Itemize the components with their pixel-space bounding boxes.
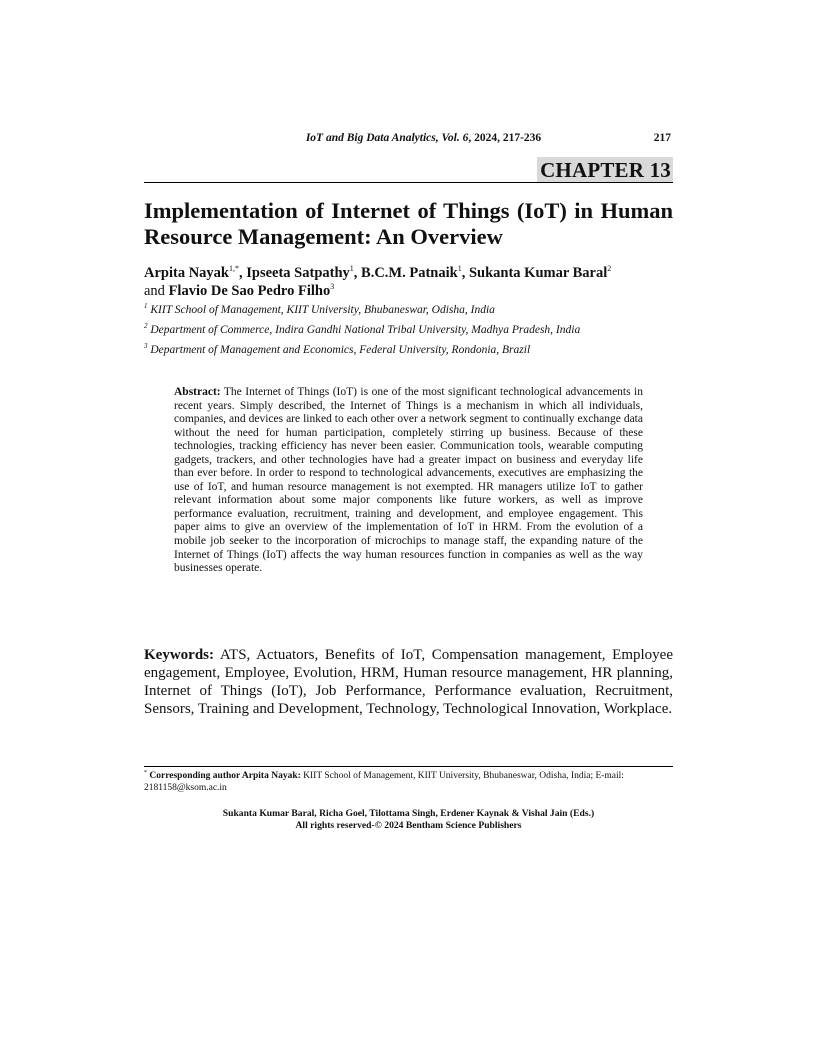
footnote-mark: *: [144, 769, 147, 776]
author-name: B.C.M. Patnaik: [361, 265, 458, 281]
author-separator: ,: [239, 265, 247, 281]
author-affil-mark: 3: [330, 282, 335, 292]
keywords-text: ATS, Actuators, Benefits of IoT, Compensation management, Employee engagement, Employee, Evolution, HRM, Human resource management, HR planning, Internet of Things (IoT), Job Performance, Performance evaluation, Recruitment, Sensors, Training and Development, Technology, Technological Innovation, Workplace.: [144, 647, 673, 717]
journal-name: IoT and Big Data Analytics, Vol. 6: [305, 132, 469, 144]
journal-citation: [144, 132, 673, 144]
author-name: Flavio De Sao Pedro Filho: [168, 283, 331, 299]
header-divider: [144, 182, 673, 183]
author-affil-mark: 2: [607, 264, 612, 274]
affiliation-number: 2: [144, 322, 148, 331]
affiliation-text: KIIT School of Management, KIIT University, Bhubaneswar, Odisha, India: [150, 304, 495, 316]
author-name: Arpita Nayak: [144, 265, 229, 281]
affiliation-number: 3: [144, 342, 148, 351]
chapter-title: Implementation of Internet of Things (IoT) in Human Resource Management: An Overview: [144, 198, 673, 249]
author-list: [144, 264, 673, 300]
keywords: [144, 646, 673, 718]
author-separator: ,: [353, 265, 362, 281]
affiliation-number: 1: [144, 302, 148, 311]
footnote: [144, 770, 679, 794]
journal-year-pages: , 2024, 217-236: [468, 132, 542, 144]
footnote-label: Corresponding author Arpita Nayak:: [149, 771, 301, 781]
author-separator: ,: [461, 265, 469, 281]
author-affil-mark: 1: [457, 264, 462, 274]
footnote-divider: [144, 766, 673, 767]
author-affil-mark: 1,*: [229, 264, 239, 274]
affiliation-text: Department of Management and Economics, Federal University, Rondonia, Brazil: [150, 344, 531, 356]
abstract-label: Abstract:: [174, 386, 221, 398]
affiliation-text: Department of Commerce, Indira Gandhi National Tribal University, Madhya Pradesh, India: [150, 324, 581, 336]
copyright-line: All rights reserved-© 2024 Bentham Science Publishers: [295, 820, 522, 831]
affiliation: [144, 323, 684, 337]
author-name: Sukanta Kumar Baral: [468, 265, 608, 281]
page-number: 217: [653, 132, 671, 144]
abstract: [174, 386, 643, 576]
editors-line: Sukanta Kumar Baral, Richa Goel, Tilottama Singh, Erdener Kaynak & Vishal Jain (Eds.): [222, 808, 595, 819]
author-name: Ipseeta Satpathy: [246, 265, 350, 281]
author-separator: and: [144, 283, 169, 299]
keywords-label: Keywords:: [144, 647, 214, 663]
abstract-text: The Internet of Things (IoT) is one of the most significant technological advancements in recent years. Simply described, the Internet of Things is a mechanism in which all individuals, companies, and devices are linked to each other over a network segment to continually exchange data without the need for human participation, completely stirring up business. Because of these technologies, tracking efficiency has never been easier. Communication tools, wearable computing gadgets, trackers, and other technologies have had a greater impact on business and everyday life than ever before. In order to respond to technological advancements, executives are emphasizing the use of IoT, and human resource management is not exempted. HR managers utilize IoT to gather relevant information about some major components like future workers, as well as improve performance evaluation, recruitment, training and development, and employee engagement. This paper aims to give an overview of the implementation of IoT in HRM. From the evolution of a mobile job seeker to the incorporation of microchips to manage staff, the expanding nature of the Internet of Things (IoT) affects the way human resources function in companies as well as the way businesses operate.: [174, 386, 643, 575]
author-affil-mark: 1: [349, 264, 354, 274]
affiliation: [144, 343, 684, 357]
running-head: [144, 132, 673, 144]
chapter-label: CHAPTER 13: [537, 157, 673, 182]
affiliation: [144, 303, 684, 317]
publisher-info: [144, 808, 673, 832]
footnote-text: KIIT School of Management, KIIT University, Bhubaneswar, Odisha, India; E-mail: 2181158@ksom.ac.in: [144, 771, 624, 793]
